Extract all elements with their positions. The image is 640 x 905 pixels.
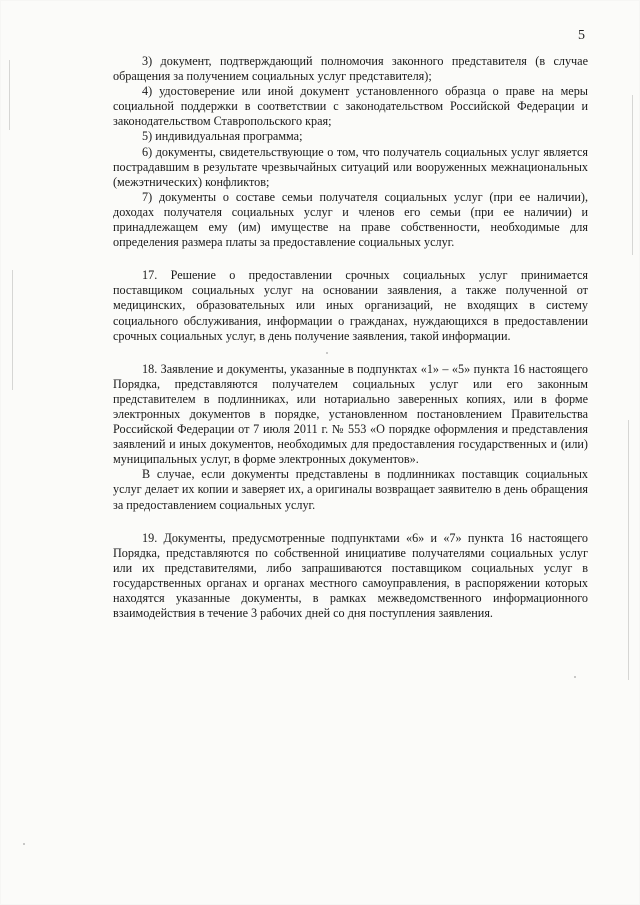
scan-speck (23, 843, 25, 845)
paragraph-17: 17. Решение о предоставлении срочных социальных услуг принимается поставщиком социальных услуг на основании заявления, а также полученной от медицинских, образовательных или иных организаций, не входящих в систему социального обслуживания, информации о гражданах, нуждающихся в предоставлении срочных социальных услуг, в день получение заявления, такой информации. (113, 268, 588, 343)
paragraph-18-continuation: В случае, если документы представлены в подлинниках поставщик социальных услуг делает их копии и заверяет их, а оригиналы возвращает заявителю в день обращения за предоставлением социальных услуг. (113, 467, 588, 512)
document-list (113, 54, 588, 250)
scan-artifact (12, 270, 13, 390)
paragraph-19: 19. Документы, предусмотренные подпунктами «6» и «7» пункта 16 настоящего Порядка, представляются по собственной инициативе получателями социальных услуг или их представителями, либо запрашиваются поставщиком социальных услуг в государственных органах и органах местного самоуправления, в распоряжении которых находятся указанные документы, в рамках межведомственного информационного взаимодействия в течение 3 рабочих дней со дня поступления заявления. (113, 530, 588, 621)
list-item-3: 3) документ, подтверждающий полномочия законного представителя (в случае обращения за получением социальных услуг представителя); (113, 54, 588, 84)
list-item-7: 7) документы о составе семьи получателя социальных услуг (при ее наличии), доходах получателя социальных услуг и членов его семьи (при ее наличии) и принадлежащем ему (им) имуществе на праве собственности, необходимые для определения размера платы за предоставление социальных услуг. (113, 189, 588, 250)
scan-artifact (9, 60, 10, 130)
list-item-5: 5) индивидуальная программа; (142, 129, 303, 144)
paragraph-spacing (113, 250, 588, 268)
scan-artifact (632, 95, 633, 255)
paragraph-spacing (113, 344, 588, 362)
paragraph-spacing (113, 513, 588, 531)
list-item-6: 6) документы, свидетельствующие о том, что получатель социальных услуг является пострадавшим в результате чрезвычайных ситуаций или вооруженных межнациональных (межэтнических) конфликтов; (113, 144, 588, 189)
scan-speck (574, 676, 576, 678)
page-number: 5 (578, 28, 585, 43)
scan-artifact (628, 420, 629, 680)
document-body (113, 54, 588, 621)
list-item-4: 4) удостоверение или иной документ установленного образца о праве на меры социальной поддержки в соответствии с законодательством Российской Федерации и законодательством Ставропольского края; (113, 84, 588, 129)
paragraph-18: 18. Заявление и документы, указанные в подпунктах «1» – «5» пункта 16 настоящего Порядка, представляются получателем социальных услуг или его законным представителем в подлинниках, или нотариально заверенных копиях, или в форме электронных документов в порядке, установленном постановлением Правительства Российской Федерации от 7 июля 2011 г. № 553 «О порядке оформления и представления заявлений и иных документов, необходимых для предоставления государственных и (или) муниципальных услуг, в форме электронных документов». (113, 361, 588, 467)
